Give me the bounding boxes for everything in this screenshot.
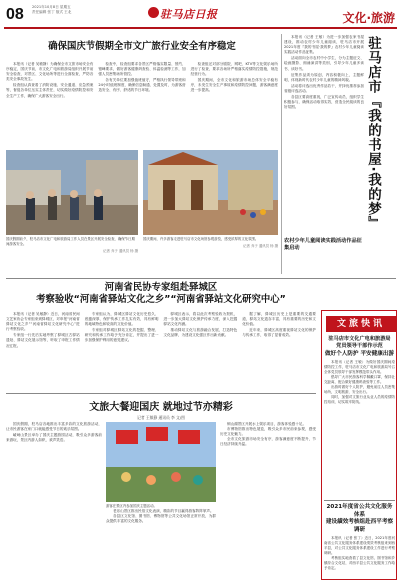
brief-item-1 (324, 336, 395, 405)
paragraph: 本报讯（记者 吴敏静）近日，河南省民间文艺家协会专家组来到驿城区，对申报“河南省驿站文化之乡”“河南省驿站文化研究中心”进行考察验收。 (6, 312, 80, 332)
section-divider (6, 393, 316, 394)
photo-venue-credit: 记者 乔子 通讯员 杨 摄 (243, 243, 278, 248)
brief-item-1-title-1: 驻马店市文化广电和旅游局 (328, 336, 391, 342)
logo-seal-icon (148, 7, 159, 18)
photo-inspection-caption-block (6, 237, 138, 253)
paragraph: 活动将评选出优秀作品若干，并择优推荐参加省级评选活动。 (284, 83, 364, 93)
paragraph: 检查组还对部分剧院、网吧、KTV等文化娱乐场所进行了检查，要求各场所严格落实疫情防控措施，规范经营行为。 (190, 62, 278, 77)
middle-story-headline-1: 河南省民协专家组赴驿城区 (104, 282, 218, 293)
top-story-columns (6, 62, 278, 100)
paragraph: 专家组一行先后实地考察了驿城区古驿站遗址、驿站文化展示馆等，听取了申报工作情况汇报。 (6, 333, 80, 348)
paragraph: 检查中，检查组要求各景区严格落实限量、预约、错峰要求，做好游客健康码查验、体温检测等工作，加强人员密集场所管控。 (98, 62, 186, 77)
top-story-col-3 (191, 62, 278, 100)
middle-story-col-4 (242, 312, 316, 350)
paragraph: 出游时做好个人防护，避免前往人员密集场所，文明旅游，安全出行。 (324, 385, 395, 394)
paragraph: 倡导广大市民游客科学佩戴口罩，保持社交距离，配合做好健康码查验等工作。 (324, 375, 395, 384)
paragraph: 近年来，驿城区高度重视驿站文化的保护与传承工作，取得了显著成效。 (242, 328, 316, 338)
photo-festival-caption: 游客在景区内参加国庆主题活动。 (106, 504, 157, 508)
top-story-col-2 (98, 62, 185, 100)
paragraph: 市博物馆推出特色展览，吸引众多市民前来参观，感受历史文化魅力。 (220, 427, 316, 437)
masthead-rule (4, 27, 397, 29)
festival-story-col-3 (220, 422, 316, 447)
paragraph: 考核组实地查看了县文化馆、图书馆和乡镇综合文化站，对西平县公共文化服务工作给予肯定。 (324, 556, 395, 570)
paragraph: 全市文化旅游市场安全有序，游客满意度不断提升，节日经济持续升温。 (220, 437, 316, 447)
paragraph: 专家组认为，驿城区驿站文化历史悠久、底蕴深厚，保护传承工作扎实有效，具有鲜明的地域特色和较高的文化价值。 (84, 312, 159, 327)
masthead-meta (32, 5, 112, 15)
photo-inspection-image (6, 150, 138, 235)
paragraph: 嵖岈山景区举办了国庆主题游园活动，吸引众多游客前来游玩，景区内游人如织，欢声笑语。 (6, 433, 102, 443)
paragraph: 专家组对驿城区驿站文化的挖掘、整理、研究和传承工作给予充分肯定，并提出了进一步加强保护利用的意见建议。 (84, 328, 159, 343)
reading-story-headline-line-1: 驻马店市『我的书屋·我的梦』 (365, 36, 381, 231)
middle-story (6, 282, 316, 350)
paragraph: 征集作品须为原创，内容积极向上，主题鲜明，体现新时代农村少年儿童的精神风貌。 (284, 72, 364, 82)
reading-story-headline-line-2: 农村少年儿童阅读实践活动作品征集启动 (284, 238, 362, 251)
masthead-date: 2021年10月8日 星期五 (32, 5, 71, 9)
photo-festival-image (106, 422, 216, 502)
photo-festival-caption-block (106, 504, 216, 524)
photo-inspection-credit: 记者 乔子 通讯员 杨 摄 (103, 248, 138, 253)
newspaper-logo (160, 6, 226, 21)
middle-story-columns (6, 312, 316, 350)
photo-festival (106, 422, 216, 502)
paragraph: 驿城区表示，将以此次考察验收为契机，进一步加大驿站文化保护传承力度，深入挖掘驿站文化内涵。 (163, 312, 238, 327)
top-story-headline: 确保国庆节假期全市文广旅行业安全有序稳定 (48, 41, 236, 52)
paragraph: 铜山湖景区开展水上娱乐项目，游客体验感十足。 (227, 422, 307, 426)
news-brief-banner: 文旅快讯 (326, 316, 396, 332)
paragraph: 活动面向全市农村中小学生，分为主题征文、绘画摄影、朗诵演讲等类别，引导少年儿童多读书、读好书。 (284, 56, 364, 71)
paragraph: 同时，加强对文旅行业从业人员的疫情防控培训，切实筑牢防线。 (324, 395, 395, 404)
middle-story-col-3 (164, 312, 238, 350)
brief-item-1-title-3: 做好个人防护 平安健康出游 (324, 351, 395, 357)
reading-story-headline (365, 36, 381, 276)
section-title: 文化·旅游 (342, 11, 395, 25)
reading-story (284, 35, 364, 111)
paragraph: 国庆期间，全市文化和旅游市场总体安全平稳有序，未发生安全生产事故和疫情防控问题，游客满意度进一步提高。 (190, 78, 278, 93)
paragraph: 推动驿站文化与旅游融合发展，打造特色文化品牌，为建设文化强区作出新贡献。 (163, 328, 238, 338)
photo-culture-venue (143, 150, 278, 235)
middle-story-col-2 (85, 312, 159, 350)
brief-item-2-title-1: 2021年度省公共文化服务体系 (326, 504, 393, 518)
reading-story-subtitle (284, 238, 364, 252)
reading-story-col-1 (284, 35, 364, 110)
page-number: 08 (6, 6, 24, 23)
photo-culture-venue-image (143, 150, 278, 235)
photo-venue-caption-block (143, 237, 278, 248)
column-divider (281, 34, 282, 274)
paragraph: 老乐山景区推出民俗文化表演，精彩的节目赢得游客阵阵掌声。 (113, 508, 214, 513)
logo-text: 驻马店日报 (160, 8, 218, 21)
paragraph: 本报讯（记者 王敏）为进一步加强农家书屋建设，推动农村少年儿童阅读，驻马店市开展2021年度『我的书屋·我的梦』农村少年儿童阅读实践活动作品征集。 (284, 35, 364, 55)
paragraph: 本报讯（记者 张丁）近日，2021年度河南省公共文化服务体系建设绩效考核组来到西平县，对公共文化服务体系建设工作进行考察调研。 (324, 536, 395, 555)
paragraph: 本报讯（记者 王敏）为做好国庆期间疫情防控工作，驻马店市文化广电和旅游局号召全体党员领导干部发挥模范带头作用。 (324, 360, 395, 374)
paragraph: 各县区文化馆、图书馆、博物馆等公共文化场馆正常开放，为群众提供丰富的文化服务。 (106, 513, 216, 523)
top-story (6, 38, 278, 100)
photo-inspection (6, 150, 138, 235)
paragraph: 国庆假期，驻马店各地推出丰富多彩的文化旅游活动，让市民游客在家门口就能感受节日的欢乐氛围。 (6, 422, 102, 432)
brief-item-1-title-2: 党员领导干部作示范 (336, 343, 383, 349)
paragraph: 本报讯（记者 吴敏静）为确保全市文旅市场安全有序稳定，国庆节前，市文化广电和旅游局组织开展节前安全检查，对景区、文化场所等进行全面检查，严防各类安全事故发生。 (6, 62, 94, 82)
festival-story-byline: 记者 王敏静 通讯员 李 文/图 (137, 415, 185, 420)
photo-inspection-caption: 国庆假期前夕，驻马店市文化广电和旅游局工作人员在景区开展安全检查，确保节日期间游客安全。 (6, 237, 135, 246)
paragraph: 据了解，驿城区历史上是重要的交通要道，驿站文化遗存丰富，具有重要的历史和文化价值。 (242, 312, 316, 327)
festival-story-headline: 文旅大餐迎国庆 就地过节亦精彩 (89, 402, 233, 413)
paragraph: 各县区要高度重视，广泛宣传动员，组织学生积极参与，确保活动取得实效，营造全民阅读的良好氛围。 (284, 95, 364, 110)
middle-story-headline-2: 考察验收“河南省驿站文化之乡”“河南省驿站文化研究中心” (36, 294, 286, 305)
festival-story-col-1 (6, 422, 102, 444)
brief-divider (324, 500, 395, 501)
top-story-col-1 (6, 62, 93, 100)
masthead (0, 0, 401, 40)
paragraph: 各有关单位要加强值班值守，严格执行领导带班和24小时值班制度，确保信息畅通、处置及时，为游客营造安全、有序、舒适的节日环境。 (98, 78, 186, 93)
middle-story-col-1 (6, 312, 80, 350)
section-divider (6, 278, 396, 279)
brief-item-2 (324, 504, 395, 571)
paragraph: 检查组认真查看了消防设施、安全通道、应急预案等，督促各单位压实主体责任，切实做好疫情防控和安全生产工作，确保广大游客安全出行。 (6, 83, 94, 98)
masthead-editors: 责任编辑 张丁 版式 王北 (32, 10, 72, 14)
brief-item-2-title-2: 建设績效考核组赴西平考察调研 (325, 519, 394, 533)
photo-venue-caption: 国庆期间，许多游客走进驻马店市文化场馆参观游览，感受浓厚的文化氛围。 (143, 237, 259, 241)
festival-story (6, 398, 316, 421)
